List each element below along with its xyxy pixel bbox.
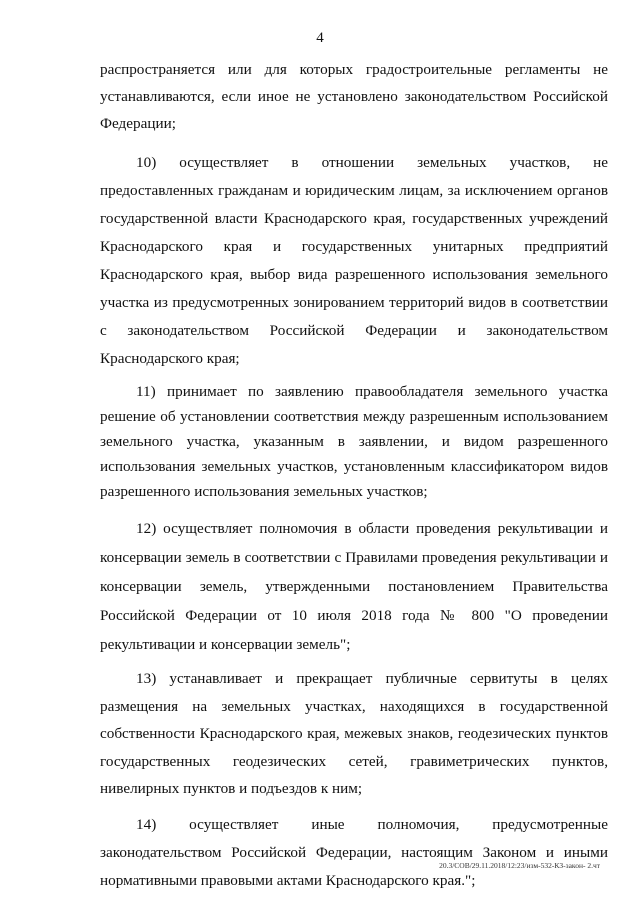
paragraph-item-14: 14) осуществляет иные полномочия, предусмотренные законодательством Российской Федерации, настоящим Законом и иными нормативными правовыми актами Краснодарского края.";: [100, 815, 608, 889]
paragraph-item-12: 12) осуществляет полномочия в области проведения рекультивации и консервации земель в соответствии с Правилами проведения рекультивации и консервации земель, утвержденными постановлением Правительства Российской Федерации от 10 июля 2018 года № 800 "О проведении рекультивации и консервации земель";: [100, 520, 608, 653]
paragraph-item-13: 13) устанавливает и прекращает публичные сервитуты в целях размещения на земельных участках, находящихся в государственной собственности Краснодарского края, межевых знаков, геодезических пунктов государственных геодезических сетей, гравиметрических пунктов, нивелирных пунктов и подъездов к ним;: [100, 670, 608, 797]
page-number: 4: [316, 30, 324, 46]
document-body: [100, 56, 608, 895]
paragraph-continuation: распространяется или для которых градостроительные регламенты не устанавливаются, если иное не установлено законодательством Российской Федерации;: [100, 61, 608, 132]
paragraph-item-11: 11) принимает по заявлению правообладателя земельного участка решение об установлении соответствия между разрешенным использованием земельного участка, указанным в заявлении, и видом разрешенного использования земельных участков, установленным классификатором видов разрешенного использования земельных участков;: [100, 383, 608, 500]
document-footer-code: 20.3/СОВ/29.11.2018/12:23/изм-532-КЗ-закон- 2.чт: [439, 861, 600, 870]
paragraph-item-10: 10) осуществляет в отношении земельных участков, не предоставленных гражданам и юридическим лицам, за исключением органов государственной власти Краснодарского края, государственных учреждений Краснодарского края и государственных унитарных предприятий Краснодарского края, выбор вида разрешенного использования земельного участка из предусмотренных зонированием территорий видов в соответствии с законодательством Российской Федерации и законодательством Краснодарского края;: [100, 154, 608, 367]
